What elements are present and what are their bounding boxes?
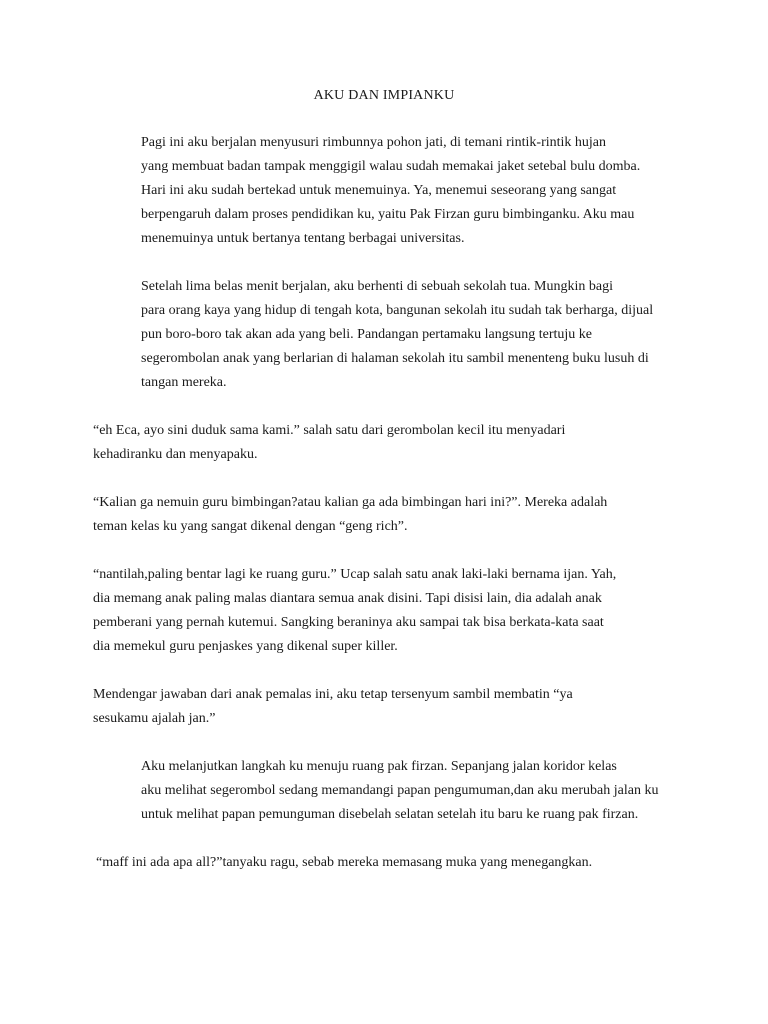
text-line: dia memang anak paling malas diantara semua anak disini. Tapi disisi lain, dia adalah anak — [93, 591, 602, 606]
text-line: berpengaruh dalam proses pendidikan ku, yaitu Pak Firzan guru bimbinganku. Aku mau — [141, 207, 635, 222]
text-line: Pagi ini aku berjalan menyusuri rimbunnya pohon jati, di temani rintik-rintik hujan — [141, 135, 607, 150]
paragraph-8 — [93, 851, 673, 875]
text-line: “maff ini ada apa all?”tanyaku ragu, sebab mereka memasang muka yang menegangkan. — [96, 855, 593, 870]
text-line: Mendengar jawaban dari anak pemalas ini, aku tetap tersenyum sambil membatin “ya — [93, 687, 573, 702]
text-line: “nantilah,paling bentar lagi ke ruang guru.” Ucap salah satu anak laki-laki bernama ijan. Yah, — [93, 567, 617, 582]
text-line: “Kalian ga nemuin guru bimbingan?atau kalian ga ada bimbingan hari ini?”. Mereka adalah — [93, 495, 608, 510]
document-title: AKU DAN IMPIANKU — [313, 88, 455, 103]
text-line: pun boro-boro tak akan ada yang beli. Pandangan pertamaku langsung tertuju ke — [141, 327, 592, 342]
document-body — [93, 131, 673, 899]
text-line: aku melihat segerombol sedang memandangi papan pengumuman,dan aku merubah jalan ku — [141, 783, 659, 798]
paragraph-6 — [93, 683, 673, 731]
text-line: segerombolan anak yang berlarian di halaman sekolah itu sambil menenteng buku lusuh di — [141, 351, 649, 366]
text-line: Aku melanjutkan langkah ku menuju ruang pak firzan. Sepanjang jalan koridor kelas — [141, 759, 617, 774]
text-line: Setelah lima belas menit berjalan, aku berhenti di sebuah sekolah tua. Mungkin bagi — [141, 279, 613, 294]
text-line: “eh Eca, ayo sini duduk sama kami.” salah satu dari gerombolan kecil itu menyadari — [93, 423, 566, 438]
paragraph-3 — [93, 419, 673, 467]
text-line: dia memekul guru penjaskes yang dikenal super killer. — [93, 639, 398, 654]
text-line: yang membuat badan tampak menggigil walau sudah memakai jaket setebal bulu domba. — [141, 159, 641, 174]
paragraph-4 — [93, 491, 673, 539]
text-line: teman kelas ku yang sangat dikenal dengan “geng rich”. — [93, 519, 408, 534]
paragraph-7 — [93, 755, 673, 827]
text-line: pemberani yang pernah kutemui. Sangking beraninya aku sampai tak bisa berkata-kata saat — [93, 615, 604, 630]
text-line: sesukamu ajalah jan.” — [93, 711, 216, 726]
paragraph-1 — [93, 131, 673, 251]
paragraph-5 — [93, 563, 673, 659]
text-line: para orang kaya yang hidup di tengah kota, bangunan sekolah itu sudah tak berharga, dijual — [141, 303, 654, 318]
text-line: menemuinya untuk bertanya tentang berbagai universitas. — [141, 231, 465, 246]
text-line: kehadiranku dan menyapaku. — [93, 447, 258, 462]
text-line: Hari ini aku sudah bertekad untuk menemuinya. Ya, menemui seseorang yang sangat — [141, 183, 617, 198]
text-line: untuk melihat papan pemunguman disebelah selatan setelah itu baru ke ruang pak firzan. — [141, 807, 639, 822]
paragraph-2 — [93, 275, 673, 395]
text-line: tangan mereka. — [141, 375, 227, 390]
